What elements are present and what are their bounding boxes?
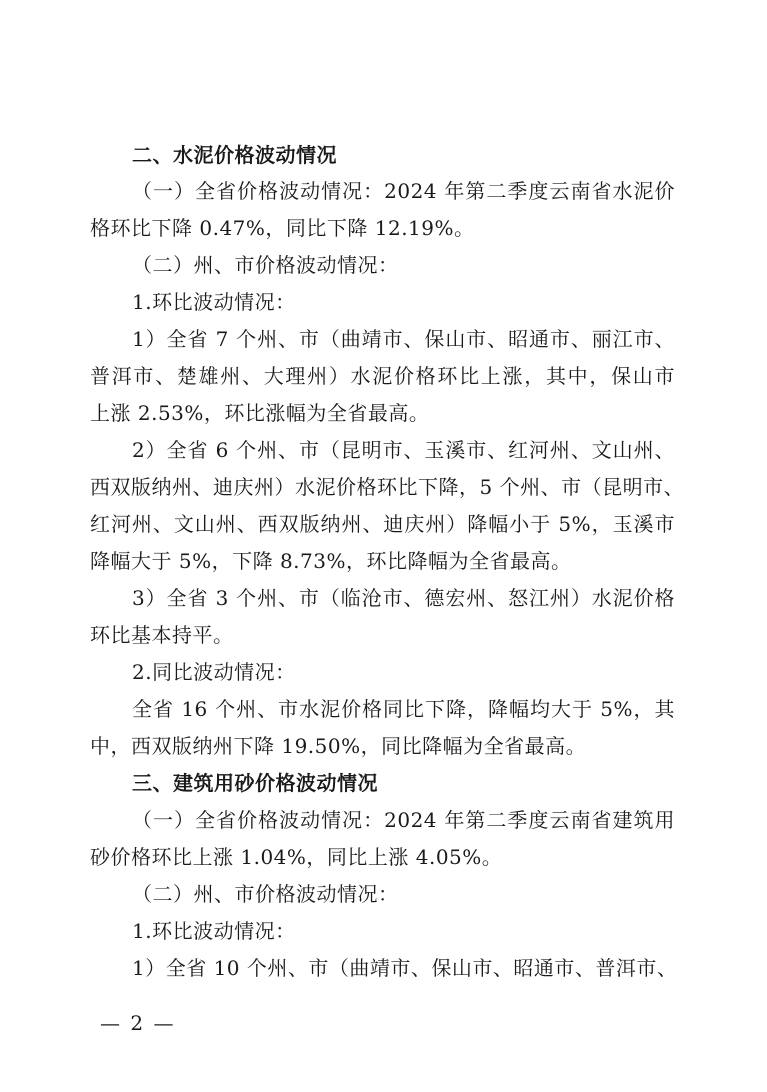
paragraph-line: 红河州、文山州、西双版纳州、迪庆州）降幅小于 5%，玉溪市 xyxy=(90,512,675,536)
paragraph-line: （一）全省价格波动情况：2024 年第二季度云南省建筑用 xyxy=(132,808,675,832)
subsection-heading: （二）州、市价格波动情况： xyxy=(132,253,399,277)
section-heading-sand: 三、建筑用砂价格波动情况 xyxy=(132,771,378,795)
paragraph-line: 环比基本持平。 xyxy=(90,623,234,647)
subsection-heading: 2.同比波动情况： xyxy=(132,660,296,684)
subsection-heading: 1.环比波动情况： xyxy=(132,290,296,314)
paragraph-line: 全省 16 个州、市水泥价格同比下降，降幅均大于 5%，其 xyxy=(132,697,675,721)
paragraph-line: 3）全省 3 个州、市（临沧市、德宏州、怒江州）水泥价格 xyxy=(132,586,675,610)
paragraph-line: 普洱市、楚雄州、大理州）水泥价格环比上涨，其中，保山市 xyxy=(90,364,675,388)
subsection-heading: 1.环比波动情况： xyxy=(132,919,296,943)
subsection-heading: （二）州、市价格波动情况： xyxy=(132,882,399,906)
paragraph-line: 上涨 2.53%，环比涨幅为全省最高。 xyxy=(90,401,430,425)
paragraph-line: 中，西双版纳州下降 19.50%，同比降幅为全省最高。 xyxy=(90,734,587,758)
paragraph-line: 1）全省 10 个州、市（曲靖市、保山市、昭通市、普洱市、 xyxy=(132,956,678,980)
paragraph-line: 格环比下降 0.47%，同比下降 12.19%。 xyxy=(90,216,475,240)
paragraph-line: 2）全省 6 个州、市（昆明市、玉溪市、红河州、文山州、 xyxy=(132,438,675,462)
paragraph-line: 降幅大于 5%，下降 8.73%，环比降幅为全省最高。 xyxy=(90,549,572,573)
paragraph-line: 1）全省 7 个州、市（曲靖市、保山市、昭通市、丽江市、 xyxy=(132,327,675,351)
paragraph-line: （一）全省价格波动情况：2024 年第二季度云南省水泥价 xyxy=(132,179,675,203)
paragraph-line: 西双版纳州、迪庆州）水泥价格环比下降，5 个州、市（昆明市、 xyxy=(90,475,685,499)
paragraph-line: 砂价格环比上涨 1.04%，同比上涨 4.05%。 xyxy=(90,845,503,869)
page-number: — 2 — xyxy=(100,1011,176,1035)
section-heading-cement: 二、水泥价格波动情况 xyxy=(132,143,337,167)
